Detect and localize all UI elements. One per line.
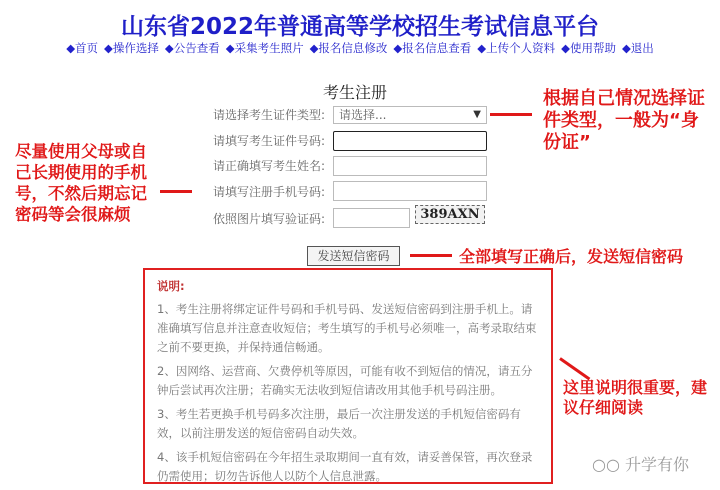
nav-item[interactable]: ◆上传个人资料 bbox=[477, 41, 556, 55]
arrow-icon bbox=[160, 190, 192, 193]
captcha-image[interactable]: 389AXN bbox=[415, 205, 485, 224]
phone-label: 请填写注册手机号码: bbox=[212, 185, 325, 199]
id-type-select[interactable] bbox=[333, 106, 487, 124]
note-item: 1、考生注册将绑定证件号码和手机号码、发送短信密码到注册手机上。请准确填写信息并注意查收短信；考生填写的手机号必须唯一，高考录取结束之前不要更换，并保持通信畅通。 bbox=[157, 302, 537, 354]
watermark-text: 升学有你 bbox=[625, 455, 690, 474]
annotation-notes: 这里说明很重要，建议仔细阅读 bbox=[563, 378, 708, 417]
form-title: 考生注册 bbox=[322, 83, 387, 102]
page-title: 山东省2022年普通高等学校招生考试信息平台 bbox=[120, 14, 599, 40]
arrow-icon bbox=[559, 357, 590, 380]
arrow-icon bbox=[410, 254, 452, 257]
chevron-down-icon: ▼ bbox=[473, 109, 481, 120]
note-item: 2、因网络、运营商、欠费停机等原因，可能有收不到短信的情况，请五分钟后尝试再次注册；若确实无法收到短信请改用其他手机号码注册。 bbox=[157, 364, 533, 397]
id-type-value: 请选择... bbox=[339, 108, 387, 122]
wechat-icon: ○○ bbox=[592, 455, 626, 474]
notes-heading: 说明: bbox=[157, 279, 185, 293]
notes-box bbox=[143, 268, 553, 484]
send-sms-button[interactable]: 发送短信密码 bbox=[307, 246, 400, 266]
top-nav bbox=[0, 40, 720, 56]
nav-item[interactable]: ◆报名信息查看 bbox=[393, 41, 472, 55]
watermark bbox=[592, 452, 689, 475]
id-number-input[interactable] bbox=[333, 131, 487, 151]
nav-item[interactable]: ◆操作选择 bbox=[104, 41, 159, 55]
nav-item[interactable]: ◆公告查看 bbox=[164, 41, 220, 55]
nav-item[interactable]: ◆采集考生照片 bbox=[225, 41, 304, 55]
captcha-label: 依照图片填写验证码: bbox=[212, 212, 325, 226]
name-input[interactable] bbox=[333, 156, 487, 176]
nav-item[interactable]: ◆报名信息修改 bbox=[309, 41, 388, 55]
arrow-icon bbox=[490, 113, 532, 116]
nav-item[interactable]: ◆首页 bbox=[66, 41, 99, 55]
id-number-label: 请填写考生证件号码: bbox=[212, 134, 325, 148]
nav-item[interactable]: ◆使用帮助 bbox=[561, 41, 616, 55]
captcha-input[interactable] bbox=[333, 208, 410, 228]
nav-item[interactable]: ◆退出 bbox=[621, 41, 654, 55]
id-type-label: 请选择考生证件类型: bbox=[212, 108, 325, 122]
note-item: 3、考生若更换手机号码多次注册，最后一次注册发送的手机短信密码有效，以前注册发送的短信密码自动失效。 bbox=[157, 407, 521, 440]
note-item: 4、该手机短信密码在今年招生录取期间一直有效，请妥善保管，再次登录仍需使用；切勿告诉他人以防个人信息泄露。 bbox=[157, 450, 533, 483]
annotation-send: 全部填写正确后，发送短信密码 bbox=[459, 247, 684, 266]
annotation-phone: 尽量使用父母或自己长期使用的手机号，不然后期忘记密码等会很麻烦 bbox=[15, 142, 147, 224]
name-label: 请正确填写考生姓名: bbox=[212, 159, 325, 173]
annotation-id-type: 根据自己情况选择证件类型，一般为“身份证” bbox=[543, 88, 705, 153]
phone-input[interactable] bbox=[333, 181, 487, 201]
